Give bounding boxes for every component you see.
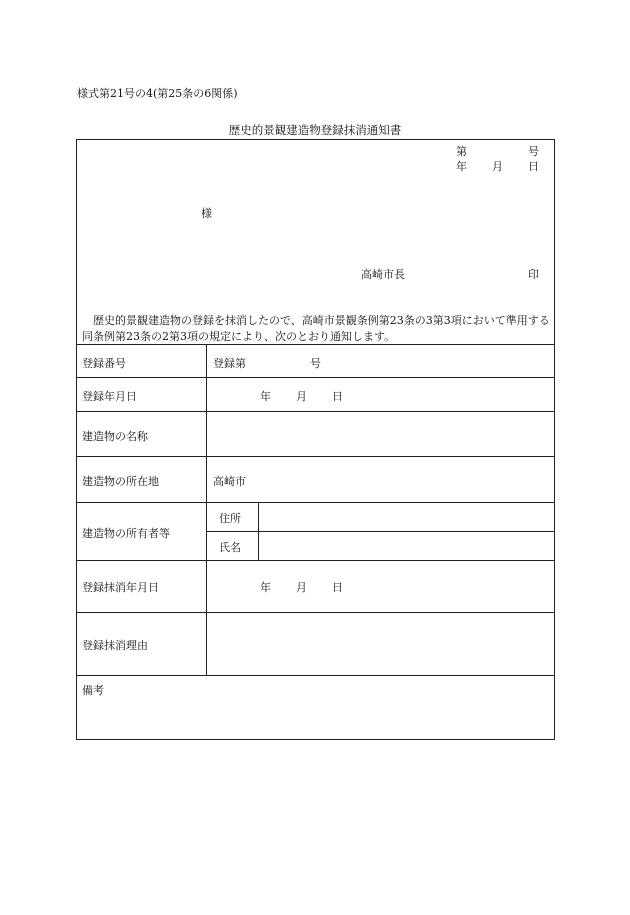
cancel-reason-label: 登録抹消理由 [82,639,148,652]
reg-date-year: 年 [260,390,271,403]
date-day: 日 [528,160,539,173]
column-divider [206,344,207,675]
row-divider [76,560,555,561]
reg-date-label: 登録年月日 [82,390,137,403]
cancel-date-year: 年 [260,581,271,594]
issuer-name: 高崎市長 [361,268,405,281]
reg-date-month: 月 [296,390,307,403]
cancel-date-label: 登録抹消年月日 [82,581,159,594]
seal-mark: 印 [528,268,539,281]
date-month: 月 [492,160,503,173]
notice-body: 歴史的景観建造物の登録を抹消したので、高崎市景観条例第23条の3第3項において準用する同条例第23条の2第3項の規定により、次のとおり通知します。 [82,314,550,343]
reg-number-suffix: 号 [310,357,321,370]
addressee-honorific: 様 [201,207,212,220]
form-number: 様式第21号の4(第25条の6関係) [77,87,238,100]
remarks-label: 備考 [82,684,104,697]
row-divider [76,502,555,503]
building-name-label: 建造物の名称 [82,430,148,443]
row-divider [76,675,555,676]
building-location-label: 建造物の所在地 [82,475,159,488]
row-divider [76,411,555,412]
number-prefix: 第 [456,145,467,158]
row-divider [76,612,555,613]
row-divider [76,344,555,345]
reg-number-prefix: 登録第 [213,357,246,370]
reg-number-label: 登録番号 [82,357,126,370]
owner-label: 建造物の所有者等 [82,527,170,540]
row-divider [76,456,555,457]
document-title: 歴史的景観建造物登録抹消通知書 [228,123,402,137]
reg-date-day: 日 [332,390,343,403]
cancel-date-month: 月 [296,581,307,594]
building-location-value: 高崎市 [213,475,246,488]
owner-person-label: 氏名 [219,541,241,554]
owner-address-label: 住所 [219,512,241,525]
column-divider [258,502,259,560]
number-suffix: 号 [528,145,539,158]
row-divider [76,377,555,378]
cancel-date-day: 日 [332,581,343,594]
date-year: 年 [456,160,467,173]
